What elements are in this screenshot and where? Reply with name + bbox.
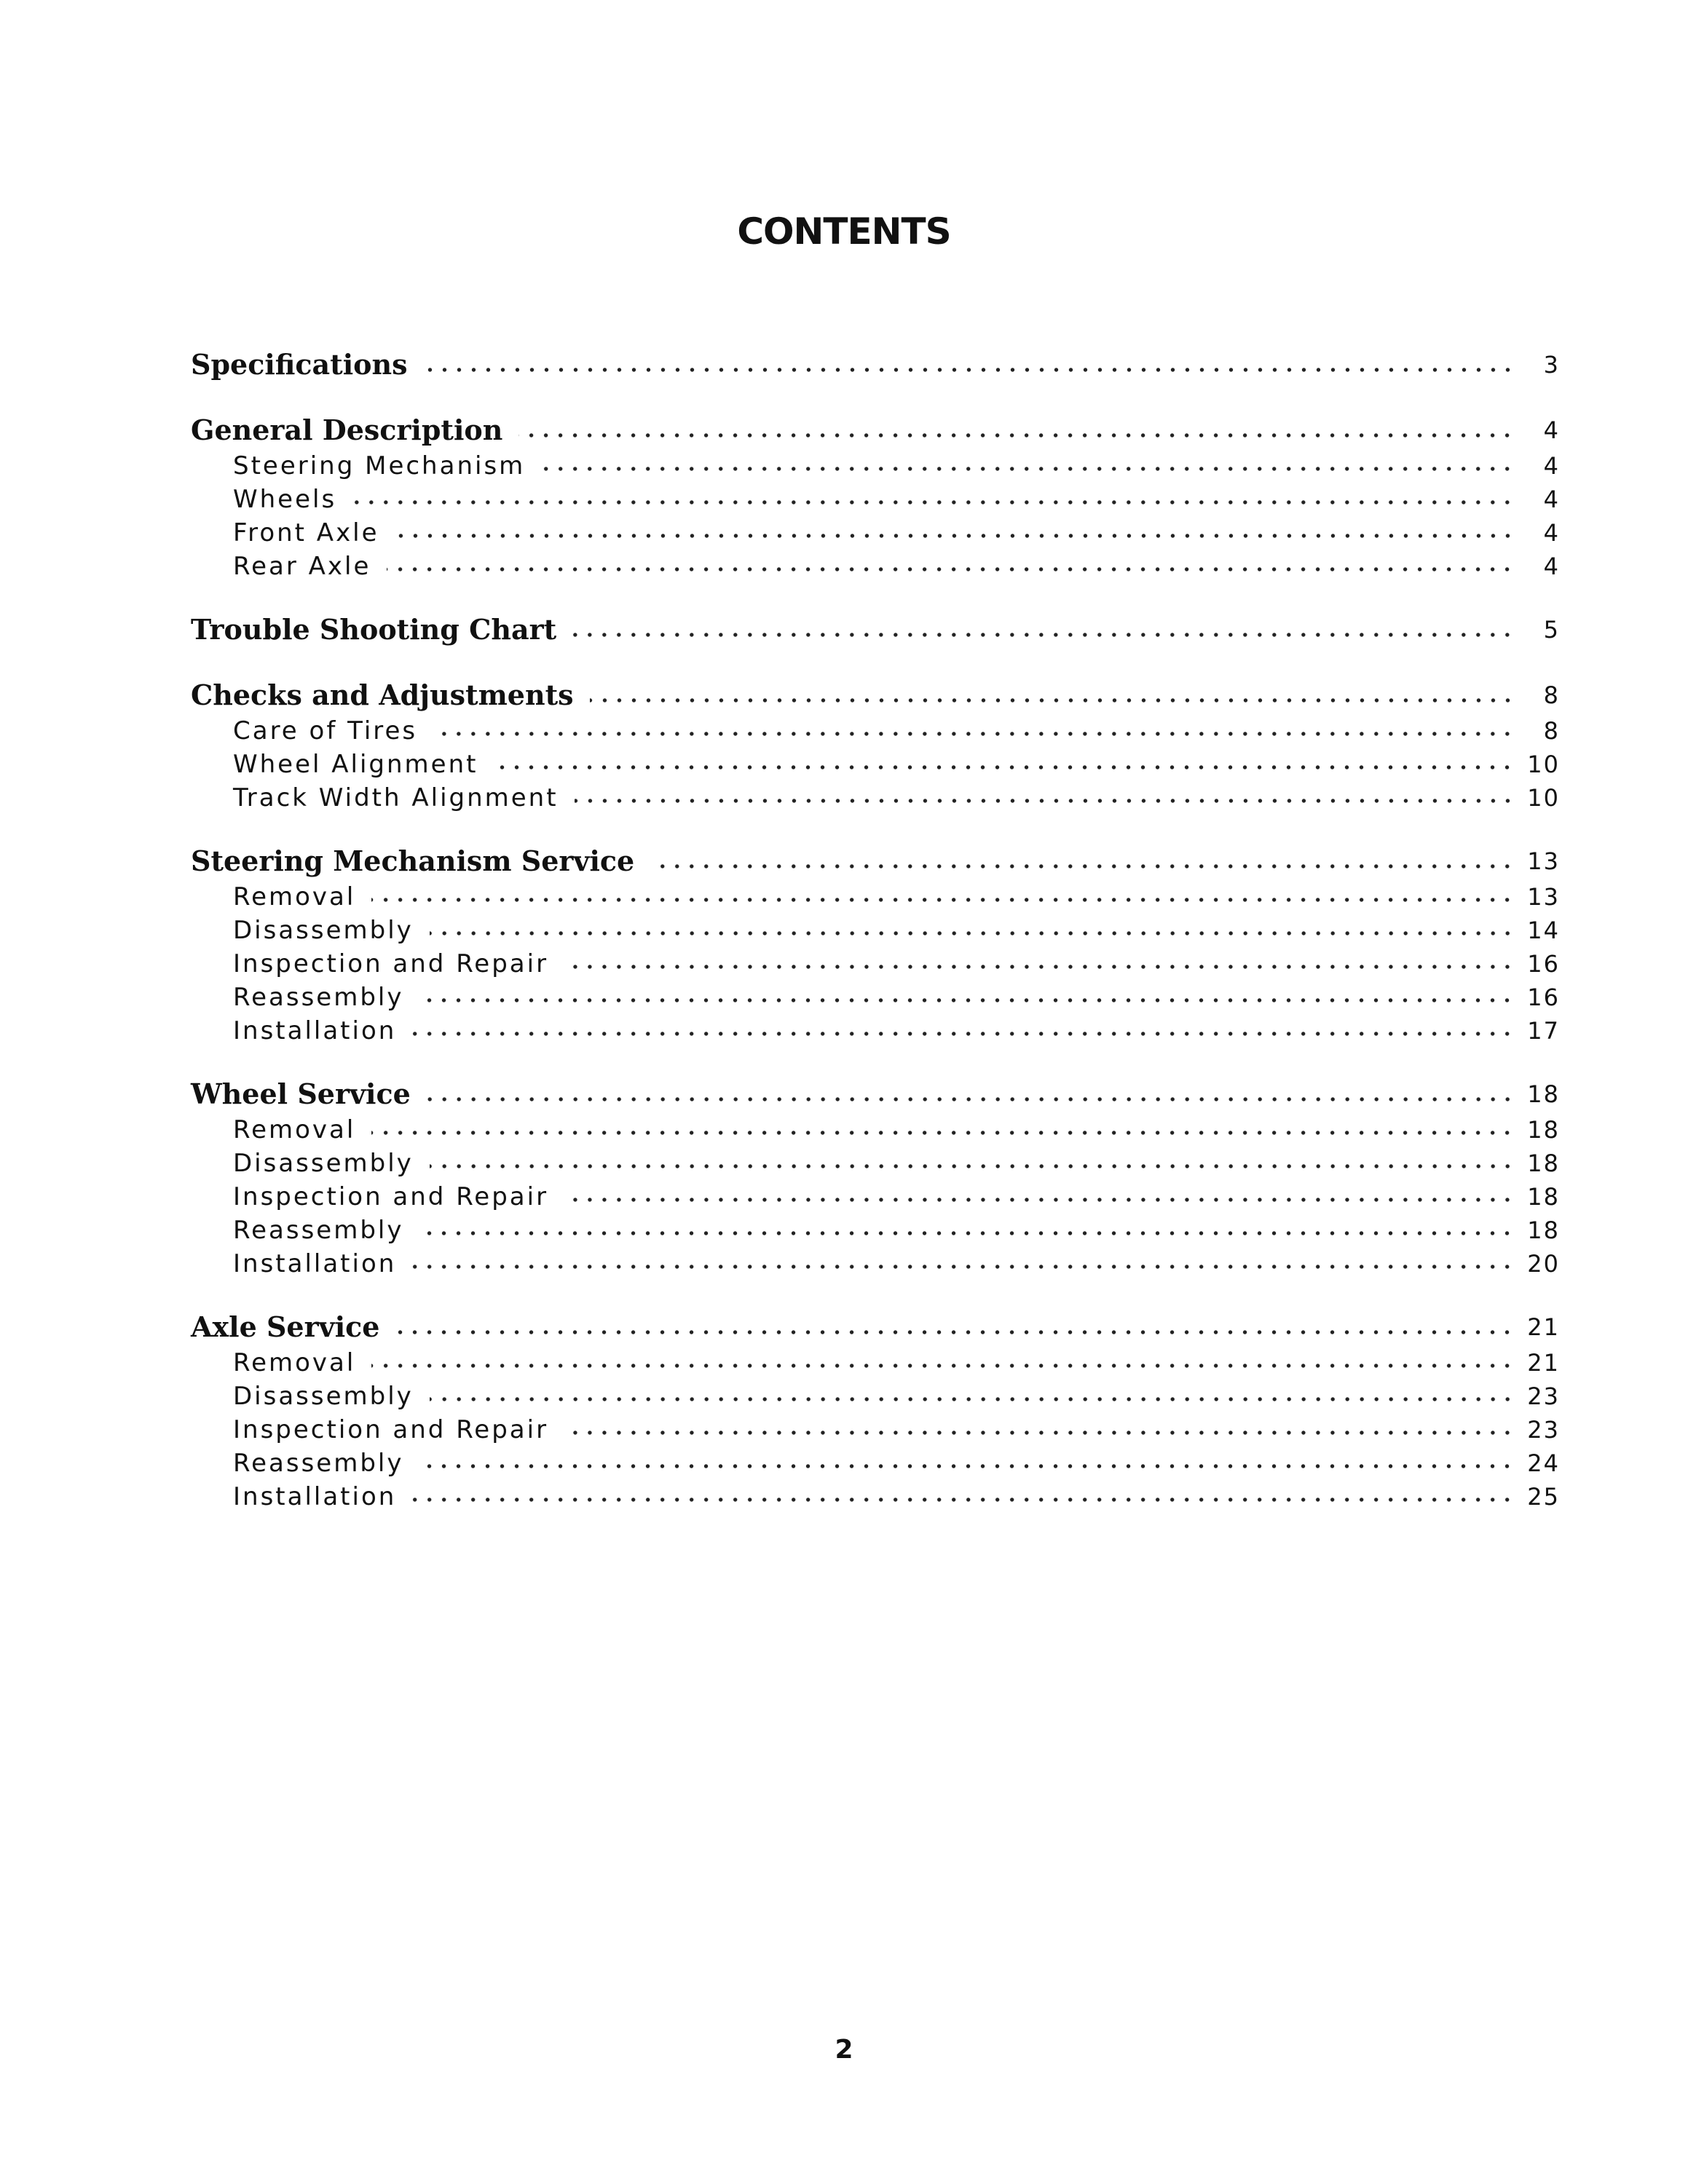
- toc-item-axle-service-reassembly-page-number: 24: [1527, 1449, 1560, 1477]
- toc-section-general-description-entry: [191, 411, 1560, 449]
- dot-leader: [371, 1361, 1515, 1371]
- toc-item-axle-service-removal-page-number: 21: [1527, 1349, 1560, 1377]
- dot-leader: [371, 1128, 1515, 1138]
- toc-item-wheel-service-installation-page-number: 20: [1527, 1250, 1560, 1278]
- toc-item-wheel-service-reassembly-entry: [191, 1214, 1560, 1247]
- toc-item-axle-service-removal-entry: [191, 1346, 1560, 1380]
- dot-leader: [371, 895, 1515, 905]
- toc-item-axle-service-inspection-and-repair-entry: [191, 1413, 1560, 1447]
- toc-item-axle-service-installation-label: Installation: [233, 1482, 397, 1511]
- toc-item-steering-mechanism-service-inspection-and-repair-entry: [191, 947, 1560, 981]
- toc-item-axle-service-inspection-and-repair-page-number: 23: [1527, 1416, 1560, 1444]
- toc-item-axle-service-installation-entry: [191, 1480, 1560, 1514]
- toc-item-wheel-service-disassembly-entry: [191, 1147, 1560, 1180]
- toc-section-general-description-label: General Description: [191, 414, 503, 446]
- toc-section-trouble-shooting-chart-entry: [191, 611, 1560, 649]
- toc-section-wheel-service-entry: [191, 1075, 1560, 1113]
- dot-leader: [433, 729, 1515, 739]
- dot-leader: [430, 928, 1515, 938]
- dot-leader: [590, 695, 1515, 705]
- toc-item-checks-and-adjustments-track-width-alignment-page-number: 10: [1527, 784, 1560, 812]
- toc-item-checks-and-adjustments-wheel-alignment-page-number: 10: [1527, 751, 1560, 778]
- dot-leader: [430, 1394, 1515, 1404]
- toc-section: [191, 346, 1560, 384]
- page-title: CONTENTS: [737, 210, 951, 253]
- dot-leader: [419, 995, 1515, 1005]
- toc-section-checks-and-adjustments-page-number: 8: [1543, 681, 1560, 709]
- toc-section-axle-service-label: Axle Service: [191, 1310, 380, 1343]
- dot-leader: [412, 1495, 1515, 1505]
- toc-item-steering-mechanism-service-installation-entry: [191, 1014, 1560, 1048]
- toc-item-steering-mechanism-service-reassembly-entry: [191, 981, 1560, 1014]
- toc-item-wheel-service-installation-label: Installation: [233, 1249, 397, 1278]
- toc-item-axle-service-removal-label: Removal: [233, 1348, 356, 1377]
- toc-item-wheel-service-reassembly-page-number: 18: [1527, 1216, 1560, 1244]
- toc-section-wheel-service-page-number: 18: [1527, 1080, 1560, 1108]
- toc-item-steering-mechanism-service-disassembly-entry: [191, 914, 1560, 947]
- toc-item-axle-service-disassembly-page-number: 23: [1527, 1382, 1560, 1410]
- toc-item-general-description-rear-axle-label: Rear Axle: [233, 552, 371, 581]
- toc-item-steering-mechanism-service-disassembly-label: Disassembly: [233, 916, 414, 945]
- toc-item-wheel-service-removal-entry: [191, 1113, 1560, 1147]
- toc-section-steering-mechanism-service-entry: [191, 842, 1560, 880]
- toc-section-trouble-shooting-chart-label: Trouble Shooting Chart: [191, 613, 557, 646]
- toc-item-wheel-service-inspection-and-repair-entry: [191, 1180, 1560, 1214]
- dot-leader: [419, 1228, 1515, 1238]
- toc-item-wheel-service-inspection-and-repair-label: Inspection and Repair: [233, 1182, 549, 1211]
- toc-item-general-description-wheels-page-number: 4: [1543, 486, 1560, 513]
- toc-item-steering-mechanism-service-removal-entry: [191, 880, 1560, 914]
- toc-section-axle-service-page-number: 21: [1527, 1313, 1560, 1341]
- toc-item-general-description-front-axle-label: Front Axle: [233, 518, 379, 547]
- toc-section: [191, 1308, 1560, 1514]
- toc-item-axle-service-inspection-and-repair-label: Inspection and Repair: [233, 1415, 549, 1444]
- dot-leader: [352, 497, 1515, 507]
- toc-item-steering-mechanism-service-inspection-and-repair-page-number: 16: [1527, 950, 1560, 978]
- toc-item-wheel-service-removal-label: Removal: [233, 1115, 356, 1144]
- dot-leader: [430, 1161, 1515, 1171]
- toc-item-general-description-front-axle-page-number: 4: [1543, 519, 1560, 547]
- toc-item-general-description-steering-mechanism-label: Steering Mechanism: [233, 451, 526, 480]
- toc-item-wheel-service-removal-page-number: 18: [1527, 1116, 1560, 1144]
- toc-item-general-description-wheels-entry: [191, 483, 1560, 516]
- toc-item-axle-service-installation-page-number: 25: [1527, 1483, 1560, 1511]
- toc-section-specifications-label: Specifications: [191, 348, 408, 381]
- toc-item-general-description-rear-axle-page-number: 4: [1543, 553, 1560, 580]
- toc-item-wheel-service-disassembly-label: Disassembly: [233, 1149, 414, 1178]
- toc-section-steering-mechanism-service-label: Steering Mechanism Service: [191, 844, 635, 877]
- toc-item-wheel-service-disassembly-page-number: 18: [1527, 1150, 1560, 1177]
- toc-item-wheel-service-reassembly-label: Reassembly: [233, 1216, 404, 1245]
- toc-section-axle-service-entry: [191, 1308, 1560, 1346]
- toc-section: [191, 676, 1560, 815]
- dot-leader: [564, 1428, 1515, 1438]
- page-number: 2: [835, 2035, 853, 2065]
- toc-section-checks-and-adjustments-entry: [191, 676, 1560, 714]
- toc-item-general-description-front-axle-entry: [191, 516, 1560, 550]
- toc-section: [191, 1075, 1560, 1281]
- toc-item-axle-service-disassembly-entry: [191, 1380, 1560, 1413]
- toc-section-steering-mechanism-service-page-number: 13: [1527, 847, 1560, 875]
- dot-leader: [575, 796, 1515, 806]
- toc-item-steering-mechanism-service-inspection-and-repair-label: Inspection and Repair: [233, 949, 549, 978]
- dot-leader: [412, 1262, 1515, 1272]
- dot-leader: [427, 1094, 1515, 1104]
- dot-leader: [564, 962, 1515, 972]
- toc-section: [191, 842, 1560, 1048]
- toc-item-checks-and-adjustments-track-width-alignment-label: Track Width Alignment: [233, 783, 559, 812]
- toc-item-general-description-steering-mechanism-entry: [191, 449, 1560, 483]
- dot-leader: [572, 630, 1515, 640]
- toc-item-steering-mechanism-service-installation-label: Installation: [233, 1016, 397, 1045]
- dot-leader: [564, 1195, 1515, 1205]
- toc-section-checks-and-adjustments-label: Checks and Adjustments: [191, 678, 574, 711]
- toc-section-specifications-entry: [191, 346, 1560, 384]
- toc-section-specifications-page-number: 3: [1543, 351, 1560, 379]
- dot-leader: [494, 762, 1515, 772]
- toc-item-general-description-steering-mechanism-page-number: 4: [1543, 452, 1560, 480]
- toc-section-general-description-page-number: 4: [1543, 416, 1560, 444]
- toc-item-wheel-service-installation-entry: [191, 1247, 1560, 1281]
- toc-item-axle-service-reassembly-label: Reassembly: [233, 1449, 404, 1478]
- dot-leader: [387, 564, 1515, 574]
- dot-leader: [412, 1029, 1515, 1039]
- toc-item-general-description-wheels-label: Wheels: [233, 485, 337, 514]
- dot-leader: [541, 464, 1515, 474]
- toc-item-steering-mechanism-service-reassembly-page-number: 16: [1527, 984, 1560, 1011]
- dot-leader: [395, 1327, 1515, 1337]
- dot-leader: [424, 365, 1515, 375]
- dot-leader: [650, 861, 1515, 871]
- toc-section-trouble-shooting-chart-page-number: 5: [1543, 616, 1560, 644]
- dot-leader: [419, 1461, 1515, 1471]
- dot-leader: [518, 430, 1515, 440]
- toc-item-general-description-rear-axle-entry: [191, 550, 1560, 583]
- toc-item-checks-and-adjustments-wheel-alignment-label: Wheel Alignment: [233, 750, 478, 779]
- toc-item-axle-service-reassembly-entry: [191, 1447, 1560, 1480]
- toc-item-steering-mechanism-service-reassembly-label: Reassembly: [233, 983, 404, 1012]
- toc-item-steering-mechanism-service-installation-page-number: 17: [1527, 1017, 1560, 1045]
- dot-leader: [395, 531, 1515, 541]
- toc-item-axle-service-disassembly-label: Disassembly: [233, 1382, 414, 1411]
- toc-item-checks-and-adjustments-wheel-alignment-entry: [191, 748, 1560, 781]
- toc-item-steering-mechanism-service-removal-page-number: 13: [1527, 883, 1560, 911]
- toc-section: [191, 411, 1560, 583]
- toc-item-steering-mechanism-service-removal-label: Removal: [233, 882, 356, 911]
- toc-item-steering-mechanism-service-disassembly-page-number: 14: [1527, 917, 1560, 944]
- toc-section: [191, 611, 1560, 649]
- toc-item-checks-and-adjustments-care-of-tires-label: Care of Tires: [233, 716, 418, 745]
- toc-item-checks-and-adjustments-care-of-tires-page-number: 8: [1543, 717, 1560, 745]
- toc-item-checks-and-adjustments-care-of-tires-entry: [191, 714, 1560, 748]
- toc-section-wheel-service-label: Wheel Service: [191, 1077, 411, 1110]
- table-of-contents: [191, 346, 1560, 1541]
- toc-item-checks-and-adjustments-track-width-alignment-entry: [191, 781, 1560, 815]
- toc-item-wheel-service-inspection-and-repair-page-number: 18: [1527, 1183, 1560, 1211]
